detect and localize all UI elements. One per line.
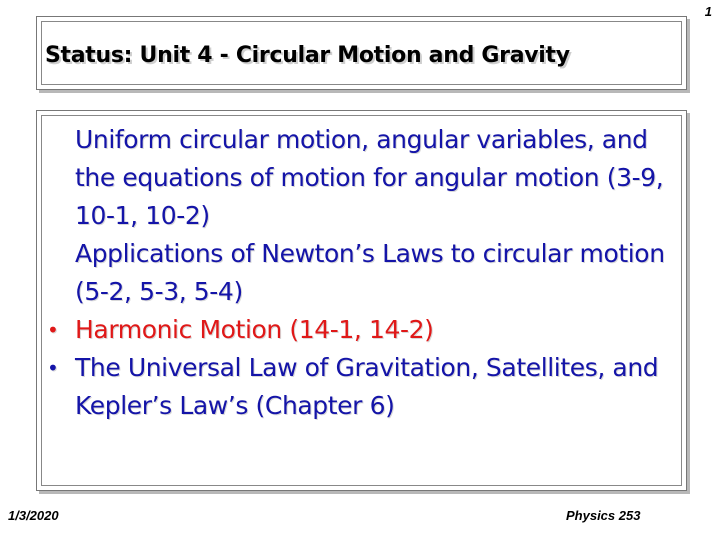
bullet-text: The Universal Law of Gravitation, Satellites, and Kepler’s Law’s (Chapter 6) xyxy=(75,353,659,420)
content-frame xyxy=(36,110,687,491)
footer-date: 1/3/2020 xyxy=(8,508,59,523)
title-frame xyxy=(36,16,687,90)
dot-bullet-icon: • xyxy=(47,356,59,380)
bullet-text: Uniform circular motion, angular variables, and the equations of motion for angular motion (3-9, 10-1, 10-2) xyxy=(75,125,664,230)
bullet-item-harmonic-motion xyxy=(47,311,680,349)
bullet-text: Applications of Newton’s Laws to circular motion (5-2, 5-3, 5-4) xyxy=(75,239,665,306)
slide-title: Status: Unit 4 - Circular Motion and Gravity xyxy=(45,43,570,68)
bullet-item-newtons-laws xyxy=(47,235,680,311)
slide-number: 1 xyxy=(704,4,712,19)
bullet-item-circular-motion xyxy=(47,121,680,235)
bullet-list xyxy=(47,121,680,425)
footer-course: Physics 253 xyxy=(566,508,641,523)
bullet-item-gravitation xyxy=(47,349,680,425)
bullet-text: Harmonic Motion (14-1, 14-2) xyxy=(75,315,434,344)
dot-bullet-icon: • xyxy=(47,318,59,342)
